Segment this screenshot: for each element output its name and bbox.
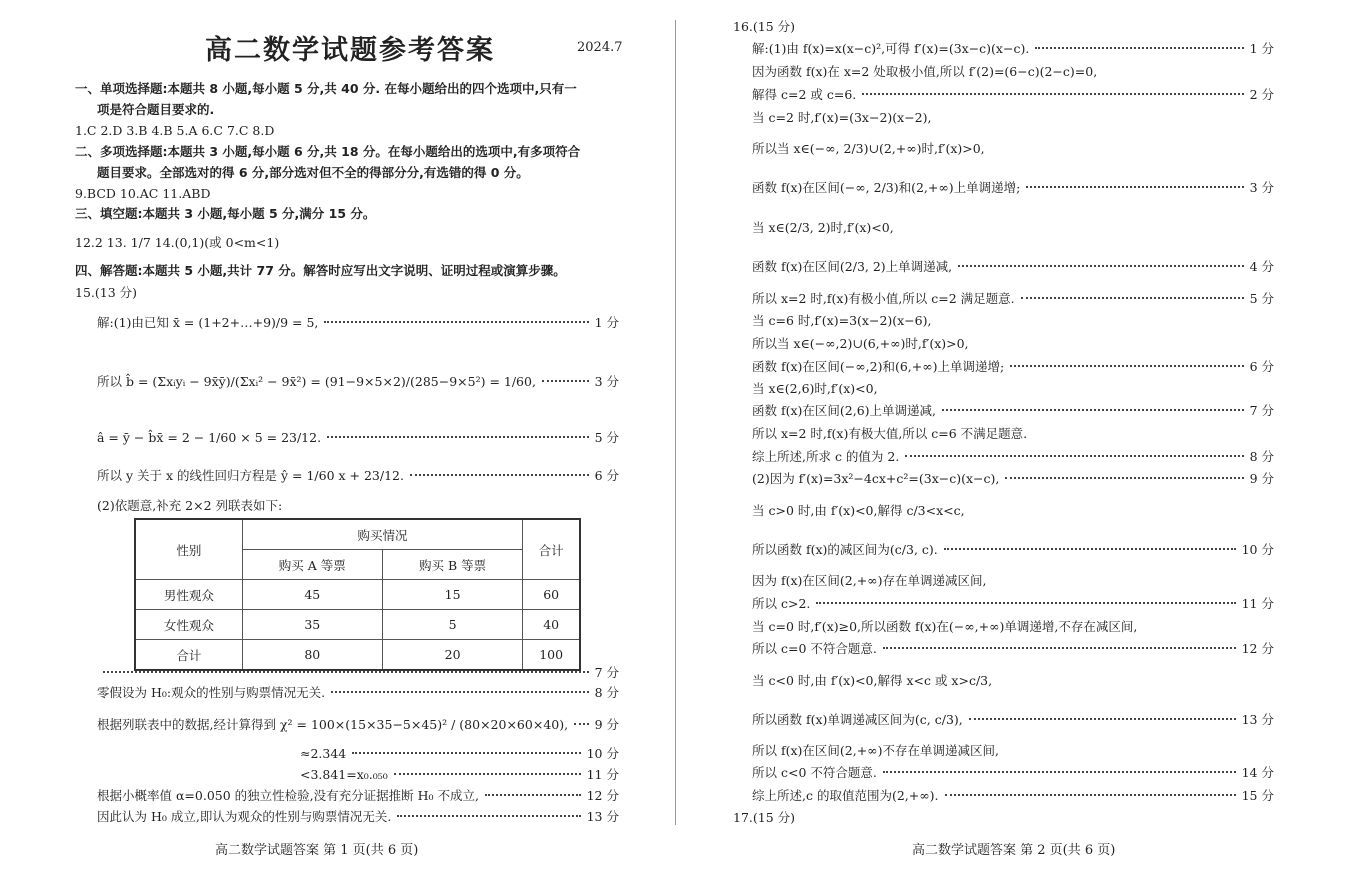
- text-line: [752, 763, 1274, 781]
- score-label: 6 分: [1249, 359, 1274, 374]
- line-text: 因此认为 H₀ 成立,即认为观众的性别与购票情况无关.: [97, 809, 392, 824]
- text-line: [75, 261, 566, 279]
- text-line: [752, 501, 965, 519]
- leader-dots: [327, 436, 589, 438]
- leader-dots: [883, 647, 1236, 649]
- score-label: 13 分: [586, 809, 619, 824]
- line-text: 零假设为 H₀:观众的性别与购票情况无关.: [97, 685, 326, 700]
- cell-b: 15: [382, 580, 522, 610]
- text-line: [752, 379, 878, 397]
- line-text: 综上所述,c 的取值范围为(2,+∞).: [752, 788, 939, 803]
- line-text: 当 x∈(2,6)时,f′(x)<0,: [752, 381, 878, 396]
- leader-dots: [410, 474, 589, 476]
- row-label: 男性观众: [135, 580, 242, 610]
- line-text: 1.C 2.D 3.B 4.B 5.A 6.C 7.C 8.D: [75, 122, 275, 138]
- leader-dots: [942, 409, 1244, 411]
- line-text: 所以当 x∈(−∞, 2/3)∪(2,+∞)时,f′(x)>0,: [752, 141, 985, 156]
- text-line: [752, 139, 985, 157]
- text-line: [733, 808, 795, 826]
- line-text: ≈2.344: [300, 745, 347, 761]
- text-line: [752, 178, 1274, 196]
- score-label: 9 分: [594, 717, 619, 732]
- text-line: [97, 100, 214, 118]
- text-line: [97, 786, 619, 804]
- text-line: [752, 617, 1137, 635]
- line-text: 解:(1)由 f(x)=x(x−c)²,可得 f′(x)=(3x−c)(x−c).: [752, 41, 1030, 56]
- line-text: 当 c>0 时,由 f′(x)<0,解得 c/3<x<c,: [752, 503, 965, 518]
- score-label: 5 分: [1249, 291, 1274, 306]
- leader-dots: [352, 752, 580, 754]
- line-text: 函数 f(x)在区间(2/3, 2)上单调递减,: [752, 259, 953, 274]
- header-gender: 性别: [135, 519, 242, 580]
- line-text: 9.BCD 10.AC 11.ABD: [75, 185, 211, 201]
- leader-dots: [969, 718, 1236, 720]
- leader-dots: [103, 671, 589, 673]
- cell-b: 20: [382, 640, 522, 671]
- line-text: 函数 f(x)在区间(−∞,2)和(6,+∞)上单调递增;: [752, 359, 1005, 374]
- leader-dots: [485, 794, 581, 796]
- text-line: [752, 311, 931, 329]
- leader-dots: [944, 548, 1236, 550]
- score-label: 13 分: [1241, 712, 1274, 727]
- page-2-footer: 高二数学试题答案 第 2 页(共 6 页): [912, 843, 1116, 858]
- header-a-ticket: 购买 A 等票: [242, 550, 382, 580]
- line-text: 所以 c<0 不符合题意.: [752, 765, 877, 780]
- line-text: 15.(13 分): [75, 285, 138, 300]
- score-label: 5 分: [594, 430, 619, 445]
- text-line: [300, 765, 619, 783]
- cell-a: 45: [242, 580, 382, 610]
- document-title: 高二数学试题参考答案: [205, 35, 495, 66]
- text-line: [97, 715, 619, 733]
- text-line: [300, 744, 619, 762]
- score-label: 2 分: [1249, 87, 1274, 102]
- leader-dots: [331, 691, 588, 693]
- line-text: 四、解答题:本题共 5 小题,共计 77 分。解答时应写出文字说明、证明过程或演算步骤。: [75, 263, 566, 278]
- line-text: 当 c<0 时,由 f′(x)<0,解得 x<c 或 x>c/3,: [752, 673, 993, 688]
- line-text: 所以 c>2.: [752, 596, 811, 611]
- text-line: [733, 17, 795, 35]
- line-text: 综上所述,所求 c 的值为 2.: [752, 449, 900, 464]
- header-total: 合计: [523, 519, 580, 580]
- score-label: 3 分: [594, 374, 619, 389]
- line-text: (2)因为 f′(x)=3x²−4cx+c²=(3x−c)(x−c),: [752, 471, 1000, 486]
- leader-dots: [1035, 47, 1243, 49]
- leader-dots: [816, 602, 1235, 604]
- score-label: 3 分: [1249, 180, 1274, 195]
- leader-dots: [574, 723, 588, 725]
- score-label: 11 分: [586, 767, 619, 782]
- score-label: 8 分: [594, 685, 619, 700]
- line-text: 题目要求。全部选对的得 6 分,部分选对但不全的得部分分,有选错的得 0 分。: [97, 165, 529, 180]
- text-line: [97, 807, 619, 825]
- score-label: 10 分: [1241, 542, 1274, 557]
- text-line: [97, 466, 619, 484]
- text-line: [752, 671, 992, 689]
- text-line: [752, 571, 986, 589]
- line-text: 二、多项选择题:本题共 3 小题,每小题 6 分,共 18 分。在每小题给出的选项中,有多项符合: [75, 144, 581, 159]
- line-text: â = ȳ − b̂x̄ = 2 − 1/60 × 5 = 23/12.: [97, 429, 322, 445]
- page-1-footer: 高二数学试题答案 第 1 页(共 6 页): [215, 843, 419, 858]
- leader-dots: [324, 321, 588, 323]
- cell-total: 100: [523, 640, 580, 671]
- line-text: 根据小概率值 α=0.050 的独立性检验,没有充分证据推断 H₀ 不成立,: [97, 788, 479, 803]
- leader-dots: [905, 455, 1243, 457]
- text-line: [75, 184, 210, 202]
- score-label: 10 分: [586, 746, 619, 761]
- line-text: 根据列联表中的数据,经计算得到 χ² = 100×(15×35−5×45)² / (80×20×60×40),: [97, 717, 569, 732]
- score-label: 6 分: [594, 468, 619, 483]
- score-label: 12 分: [586, 788, 619, 803]
- line-text: 所以 x=2 时,f(x)有极小值,所以 c=2 满足题意.: [752, 291, 1015, 306]
- text-line: [752, 639, 1274, 657]
- line-text: 解:(1)由已知 x̄ = (1+2+…+9)/9 = 5,: [97, 315, 319, 330]
- line-text: 所以 f(x)在区间(2,+∞)不存在单调递减区间,: [752, 743, 999, 758]
- line-text: 所以当 x∈(−∞,2)∪(6,+∞)时,f′(x)>0,: [752, 336, 969, 351]
- text-line: [752, 424, 1027, 442]
- score-label: 1 分: [594, 315, 619, 330]
- text-line: [97, 163, 529, 181]
- line-text: 12.2 13. 1/7 14.(0,1)(或 0<m<1): [75, 235, 280, 250]
- text-line: [752, 334, 969, 352]
- line-text: 当 c=6 时,f′(x)=3(x−2)(x−6),: [752, 313, 932, 328]
- line-text: 所以 b̂ = (Σxᵢyᵢ − 9x̄ȳ)/(Σxᵢ² − 9x̄²) = (91−9×5×2)/(285−9×5²) = 1/60,: [97, 374, 536, 389]
- text-line: [752, 357, 1274, 375]
- leader-dots: [958, 265, 1243, 267]
- leader-dots: [945, 794, 1236, 796]
- leader-dots: [862, 93, 1243, 95]
- header-purchase: 购买情况: [242, 519, 523, 550]
- line-text: 当 c=2 时,f′(x)=(3x−2)(x−2),: [752, 110, 932, 125]
- line-text: <3.841=x₀.₀₅₀: [300, 766, 388, 782]
- text-line: [752, 401, 1274, 419]
- table-row: [135, 610, 580, 640]
- line-text: 因为函数 f(x)在 x=2 处取极小值,所以 f′(2)=(6−c)(2−c)=0,: [752, 64, 1098, 79]
- text-line: [97, 683, 619, 701]
- score-label: 9 分: [1249, 471, 1274, 486]
- score-label: 8 分: [1249, 449, 1274, 464]
- score-label: 7 分: [1249, 403, 1274, 418]
- text-line: [75, 283, 137, 301]
- text-line: [752, 540, 1274, 558]
- cell-b: 5: [382, 610, 522, 640]
- table-row: [135, 640, 580, 671]
- line-text: 所以 c=0 不符合题意.: [752, 641, 877, 656]
- leader-dots: [1021, 297, 1244, 299]
- score-label: 12 分: [1241, 641, 1274, 656]
- text-line: [752, 594, 1274, 612]
- text-line: [752, 786, 1274, 804]
- table-row: [135, 580, 580, 610]
- table-header-row: [135, 519, 580, 550]
- line-text: 17.(15 分): [733, 810, 796, 825]
- score-label: 7 分: [594, 665, 619, 680]
- line-text: 所以函数 f(x)的减区间为(c/3, c).: [752, 542, 938, 557]
- text-line: [75, 204, 375, 222]
- text-line: [97, 372, 619, 390]
- text-line: [752, 39, 1274, 57]
- line-text: 解得 c=2 或 c=6.: [752, 87, 857, 102]
- text-line: [97, 428, 619, 446]
- text-line: [752, 62, 1097, 80]
- line-text: 三、填空题:本题共 3 小题,每小题 5 分,满分 15 分。: [75, 206, 376, 221]
- text-line: [752, 710, 1274, 728]
- row-label: 合计: [135, 640, 242, 671]
- line-text: 当 x∈(2/3, 2)时,f′(x)<0,: [752, 220, 894, 235]
- leader-dots: [1026, 186, 1243, 188]
- text-line: [752, 447, 1274, 465]
- text-line: [97, 313, 619, 331]
- leader-dots: [883, 771, 1236, 773]
- cell-total: 40: [523, 610, 580, 640]
- line-text: 一、单项选择题:本题共 8 小题,每小题 5 分,共 40 分. 在每小题给出的四个选项中,只有一: [75, 81, 577, 96]
- line-text: 当 c=0 时,f′(x)≥0,所以函数 f(x)在(−∞,+∞)单调递增,不存在减区间,: [752, 619, 1138, 634]
- line-text: 所以 y 关于 x 的线性回归方程是 ŷ = 1/60 x + 23/12.: [97, 468, 404, 483]
- document-date: 2024.7: [577, 40, 623, 55]
- text-line: [75, 233, 279, 251]
- text-line: [752, 218, 894, 236]
- text-line: [752, 741, 999, 759]
- leader-dots: [394, 773, 581, 775]
- cell-a: 35: [242, 610, 382, 640]
- leader-dots: [1010, 365, 1243, 367]
- text-line: [97, 496, 282, 514]
- line-text: 16.(15 分): [733, 19, 796, 34]
- line-text: 函数 f(x)在区间(2,6)上单调递减,: [752, 403, 937, 418]
- line-text: 所以 x=2 时,f(x)有极大值,所以 c=6 不满足题意.: [752, 426, 1028, 441]
- text-line: [75, 142, 580, 160]
- line-text: 因为 f(x)在区间(2,+∞)存在单调递减区间,: [752, 573, 987, 588]
- line-text: 函数 f(x)在区间(−∞, 2/3)和(2,+∞)上单调递增;: [752, 180, 1021, 195]
- leader-dots: [397, 815, 580, 817]
- leader-dots: [542, 380, 589, 382]
- cell-total: 60: [523, 580, 580, 610]
- text-line: [75, 121, 274, 139]
- header-b-ticket: 购买 B 等票: [382, 550, 522, 580]
- score-label: 15 分: [1241, 788, 1274, 803]
- line-text: 项是符合题目要求的.: [97, 102, 215, 117]
- line-text: (2)依题意,补充 2×2 列联表如下:: [97, 498, 283, 513]
- leader-dots: [1005, 477, 1243, 479]
- text-line: [752, 289, 1274, 307]
- text-line: [75, 79, 577, 97]
- score-label: 11 分: [1241, 596, 1274, 611]
- text-line: [752, 257, 1274, 275]
- cell-a: 80: [242, 640, 382, 671]
- line-text: 所以函数 f(x)单调递减区间为(c, c/3),: [752, 712, 963, 727]
- score-label: 14 分: [1241, 765, 1274, 780]
- contingency-table: [134, 518, 581, 671]
- row-label: 女性观众: [135, 610, 242, 640]
- text-line: [752, 108, 931, 126]
- score-label: 1 分: [1249, 41, 1274, 56]
- text-line: [752, 85, 1274, 103]
- score-label: 4 分: [1249, 259, 1274, 274]
- text-line: [752, 469, 1274, 487]
- page-divider: [675, 20, 676, 825]
